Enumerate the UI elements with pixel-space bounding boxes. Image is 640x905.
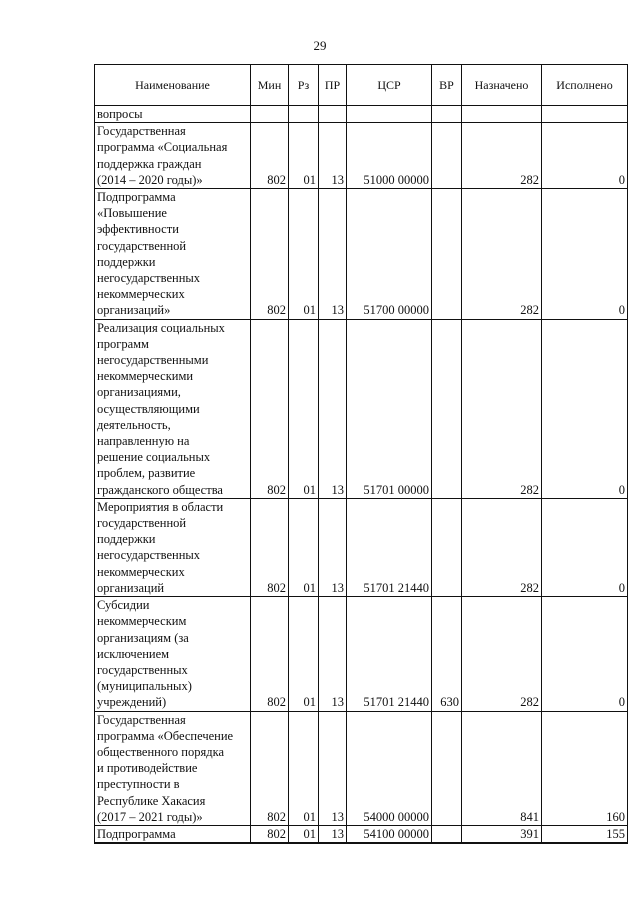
cell-csr: 54100 00000 [347,825,432,843]
col-header-pr: ПР [319,65,347,106]
cell-executed: 0 [542,319,628,498]
cell-vr [432,825,462,843]
cell-name: Подпрограмма [95,825,251,843]
cell-name: Реализация социальных программ негосударственными некоммерческими организациями, осуществляющими деятельность, направленную на решение социальных проблем, развитие гражданского общества [95,319,251,498]
cell-pr: 13 [319,711,347,825]
cell-min: 802 [251,498,289,596]
cell-min: 802 [251,123,289,189]
table-row [95,123,628,189]
cell-vr [432,189,462,320]
cell-rz: 01 [289,189,319,320]
col-header-min: Мин [251,65,289,106]
cell-pr: 13 [319,597,347,711]
header-row [95,65,628,106]
cell-executed: 0 [542,498,628,596]
cell-executed: 0 [542,123,628,189]
budget-table [94,64,628,844]
cell-assigned: 282 [462,597,542,711]
cell-min: 802 [251,189,289,320]
cell-name: вопросы [95,106,251,123]
cell-vr [432,106,462,123]
col-header-executed: Исполнено [542,65,628,106]
table-row [95,825,628,843]
cell-vr [432,711,462,825]
table-row [95,711,628,825]
cell-rz: 01 [289,498,319,596]
cell-assigned: 282 [462,319,542,498]
cell-assigned: 282 [462,189,542,320]
cell-pr: 13 [319,498,347,596]
cell-assigned: 841 [462,711,542,825]
cell-rz: 01 [289,319,319,498]
cell-min: 802 [251,319,289,498]
cell-executed [542,106,628,123]
cell-rz: 01 [289,123,319,189]
table-row [95,189,628,320]
cell-csr: 54000 00000 [347,711,432,825]
cell-rz: 01 [289,825,319,843]
cell-csr: 51700 00000 [347,189,432,320]
cell-csr: 51701 00000 [347,319,432,498]
cell-name: Мероприятия в области государственной поддержки негосударственных некоммерческих организаций [95,498,251,596]
cell-min [251,106,289,123]
col-header-assigned: Назначено [462,65,542,106]
cell-rz: 01 [289,597,319,711]
cell-csr: 51701 21440 [347,597,432,711]
cell-pr: 13 [319,123,347,189]
cell-name: Государственная программа «Социальная поддержка граждан (2014 – 2020 годы)» [95,123,251,189]
cell-pr [319,106,347,123]
table-row [95,498,628,596]
cell-rz: 01 [289,711,319,825]
cell-assigned: 282 [462,123,542,189]
cell-vr [432,319,462,498]
cell-pr: 13 [319,825,347,843]
cell-pr: 13 [319,189,347,320]
cell-name: Государственная программа «Обеспечение общественного порядка и противодействие преступности в Республике Хакасия (2017 – 2021 годы)» [95,711,251,825]
col-header-rz: Рз [289,65,319,106]
cell-vr [432,123,462,189]
table-row [95,319,628,498]
cell-executed: 160 [542,711,628,825]
cell-executed: 155 [542,825,628,843]
page-number: 29 [313,38,327,53]
cell-vr: 630 [432,597,462,711]
cell-min: 802 [251,597,289,711]
cell-csr: 51000 00000 [347,123,432,189]
cell-rz [289,106,319,123]
col-header-vr: ВР [432,65,462,106]
table-row [95,106,628,123]
cell-csr [347,106,432,123]
cell-vr [432,498,462,596]
cell-executed: 0 [542,597,628,711]
cell-min: 802 [251,825,289,843]
cell-assigned: 391 [462,825,542,843]
cell-assigned: 282 [462,498,542,596]
cell-csr: 51701 21440 [347,498,432,596]
table-row [95,597,628,711]
cell-executed: 0 [542,189,628,320]
cell-pr: 13 [319,319,347,498]
cell-assigned [462,106,542,123]
cell-name: Подпрограмма «Повышение эффективности государственной поддержки негосударственных некоммерческих организаций» [95,189,251,320]
col-header-csr: ЦСР [347,65,432,106]
cell-min: 802 [251,711,289,825]
col-header-name: Наименование [95,65,251,106]
cell-name: Субсидии некоммерческим организациям (за исключением государственных (муниципальных) учреждений) [95,597,251,711]
